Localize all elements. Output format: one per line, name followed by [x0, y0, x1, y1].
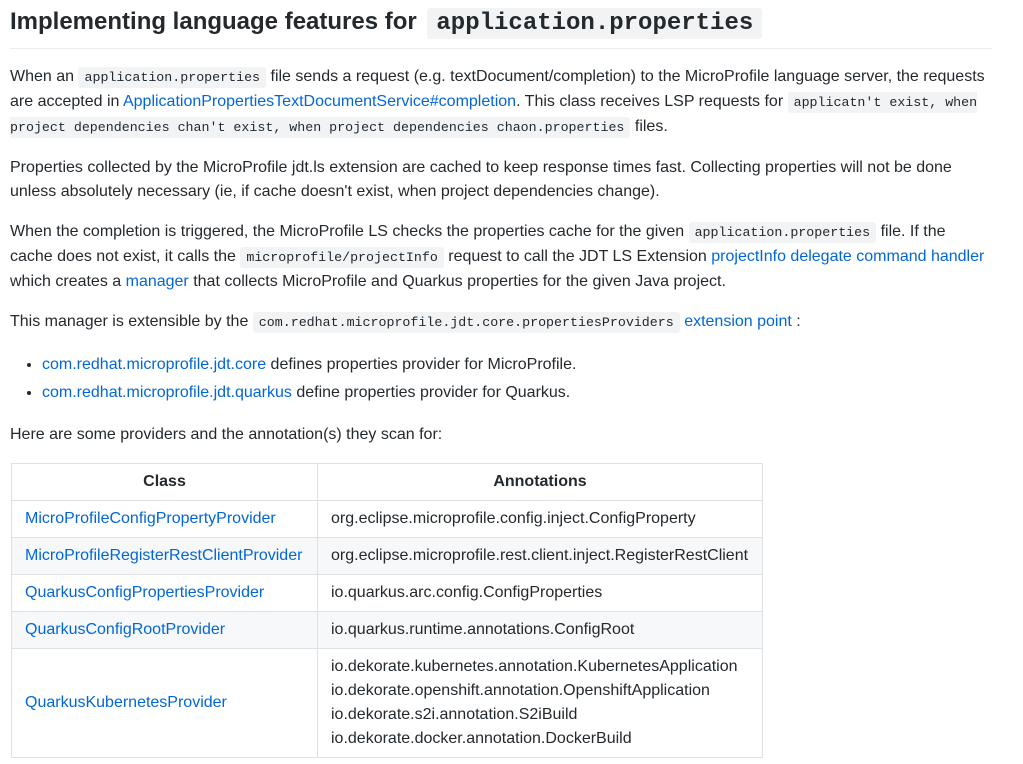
- text-span: request to call the JDT LS Extension: [443, 248, 712, 265]
- annotation-cell: [318, 501, 763, 538]
- annotation-text: io.quarkus.arc.config.ConfigProperties: [331, 584, 603, 601]
- link-extension-point[interactable]: extension point: [684, 313, 792, 330]
- text-span: file. If the cache does not exist, it calls the: [10, 223, 946, 265]
- class-link[interactable]: MicroProfileRegisterRestClientProvider: [25, 547, 303, 564]
- text-span: file sends a request (e.g. textDocument/completion) to the MicroProfile language server, the requests are accepted in: [10, 68, 985, 110]
- table-row: [12, 649, 763, 758]
- annotation-text: io.dekorate.docker.annotation.DockerBuild: [331, 730, 632, 747]
- inline-code: application.properties: [689, 222, 877, 243]
- class-link[interactable]: QuarkusConfigPropertiesProvider: [25, 584, 265, 601]
- table-row: [12, 501, 763, 538]
- table-row: [12, 612, 763, 649]
- paragraph-cache: Properties collected by the MicroProfile jdt.ls extension are cached to keep response times fast. Collecting properties will not be done unless absolutely necessary (ie, if cache doesn't exist, when project dependencies change).: [10, 159, 952, 200]
- inline-code: applicatn't exist, when project dependencies chan't exist, when project dependencies chaon.properties: [10, 92, 977, 138]
- text-span: :: [791, 313, 801, 330]
- annotation-cell: [318, 649, 763, 758]
- text-span: define properties provider for Quarkus.: [291, 384, 571, 401]
- class-link[interactable]: QuarkusConfigRootProvider: [25, 621, 226, 638]
- providers-table: [11, 463, 763, 758]
- class-cell: [12, 501, 318, 538]
- link-jdt-core[interactable]: com.redhat.microprofile.jdt.core: [42, 356, 267, 373]
- text-span: that collects MicroProfile and Quarkus properties for the given Java project.: [188, 273, 726, 290]
- paragraph-completion: [10, 220, 992, 294]
- link-delegate-command-handler[interactable]: projectInfo delegate command handler: [711, 248, 985, 265]
- annotation-text: io.dekorate.openshift.annotation.OpenshiftApplication: [331, 682, 710, 699]
- text-span: . This class receives LSP requests for: [516, 93, 788, 110]
- list-item: [42, 351, 992, 379]
- text-span: When an: [10, 68, 79, 85]
- class-cell: [12, 612, 318, 649]
- paragraph-request-flow: [10, 65, 992, 140]
- table-row: [12, 538, 763, 575]
- link-text-document-service[interactable]: ApplicationPropertiesTextDocumentService#completion: [122, 93, 517, 110]
- class-link[interactable]: QuarkusKubernetesProvider: [25, 694, 227, 711]
- inline-code: com.redhat.microprofile.jdt.core.propertiesProviders: [253, 312, 680, 333]
- inline-code: application.properties: [78, 67, 266, 88]
- text-span: files.: [630, 118, 668, 135]
- paragraph-providers-intro: Here are some providers and the annotation(s) they scan for:: [10, 426, 443, 443]
- paragraph-extension-point: [10, 310, 992, 335]
- table-header-row: [12, 464, 763, 501]
- inline-code: microprofile/projectInfo: [240, 247, 444, 268]
- annotation-text: io.dekorate.s2i.annotation.S2iBuild: [331, 706, 578, 723]
- text-span: which creates a: [10, 273, 126, 290]
- annotation-text: org.eclipse.microprofile.config.inject.ConfigProperty: [331, 510, 696, 527]
- class-cell: [12, 538, 318, 575]
- column-header-annotations: Annotations: [318, 464, 763, 501]
- annotation-cell: [318, 612, 763, 649]
- page-title: [10, 0, 992, 49]
- page-title-text: Implementing language features for: [10, 8, 424, 35]
- annotation-text: io.dekorate.kubernetes.annotation.KubernetesApplication: [331, 658, 738, 675]
- column-header-class: Class: [12, 464, 318, 501]
- link-manager[interactable]: manager: [125, 273, 189, 290]
- table-row: [12, 575, 763, 612]
- class-link[interactable]: MicroProfileConfigPropertyProvider: [25, 510, 276, 527]
- text-span: This manager is extensible by the: [10, 313, 253, 330]
- provider-list: [10, 351, 992, 407]
- link-jdt-quarkus[interactable]: com.redhat.microprofile.jdt.quarkus: [42, 384, 292, 401]
- page-title-code: application.properties: [427, 8, 762, 39]
- text-span: defines properties provider for MicroProfile.: [266, 356, 577, 373]
- annotation-text: org.eclipse.microprofile.rest.client.inject.RegisterRestClient: [331, 547, 749, 564]
- annotation-cell: [318, 538, 763, 575]
- list-item: [42, 379, 992, 407]
- class-cell: [12, 575, 318, 612]
- text-span: When the completion is triggered, the MicroProfile LS checks the properties cache for the given: [10, 223, 689, 240]
- annotation-cell: [318, 575, 763, 612]
- annotation-text: io.quarkus.runtime.annotations.ConfigRoot: [331, 621, 635, 638]
- class-cell: [12, 649, 318, 758]
